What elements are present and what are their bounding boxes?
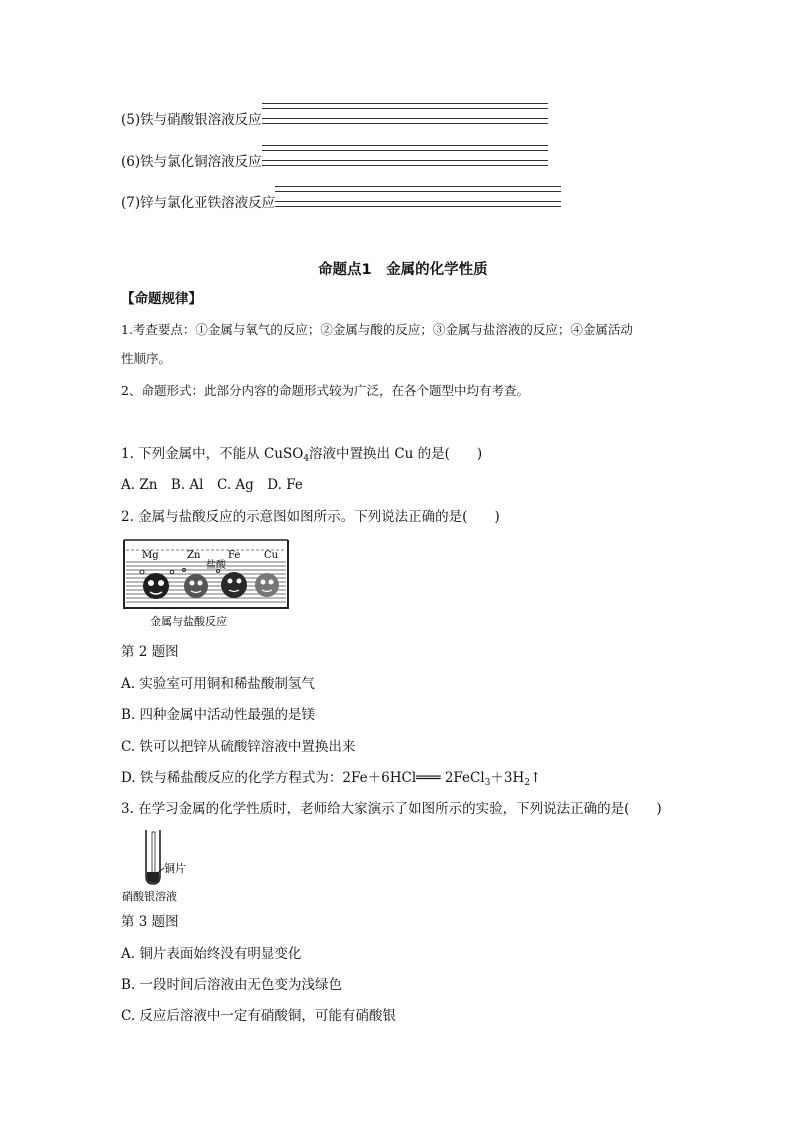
q1-stem-text-end: 溶液中置换出 Cu 的是( ) [309, 446, 483, 462]
equation-part: D. 铁与稀盐酸反应的化学方程式为：2Fe＋6HCl═══ 2FeCl [121, 770, 485, 786]
q3-option-c[interactable]: C. 反应后溶液中一定有硝酸铜，可能有硝酸银 [121, 1008, 396, 1024]
q2-stem: 2. 金属与盐酸反应的示意图如图所示。下列说法正确的是( ) [121, 509, 500, 525]
q3-figure [118, 828, 218, 904]
q3-stem: 3. 在学习金属的化学性质时，老师给大家演示了如图所示的实验，下列说法正确的是( ) [121, 801, 662, 817]
q2-option-b[interactable]: B. 四种金属中活动性最强的是镁 [121, 707, 316, 723]
reaction-row-7 [121, 182, 561, 212]
metal-label: Zn [187, 550, 201, 561]
equation-subscript: 2 [524, 778, 531, 788]
reaction-label: (5)铁与硝酸银溶液反应 [121, 112, 262, 128]
equation-part: ＋3H [490, 770, 525, 786]
q1-stem-text: 1. 下列金属中，不能从 CuSO [121, 446, 304, 462]
reaction-label: (7)锌与氯化亚铁溶液反应 [121, 195, 276, 211]
acid-label: 盐酸 [206, 560, 226, 571]
rule-heading: 【命题规律】 [121, 291, 202, 307]
answer-lines[interactable] [262, 99, 548, 129]
equation-subscript: 3 [484, 778, 491, 788]
rule-2: 2、命题形式：此部分内容的命题形式较为广泛，在各个题型中均有考查。 [121, 383, 529, 398]
solution-label: 硝酸银溶液 [122, 890, 177, 903]
q2-figure [122, 536, 292, 632]
q2-figure-label: 第 2 题图 [121, 644, 179, 660]
rule-1-line-1: 1.考查要点：①金属与氧气的反应；②金属与酸的反应；③金属与盐溶液的反应；④金属活动 [121, 322, 633, 337]
q2-option-a[interactable]: A. 实验室可用铜和稀盐酸制氢气 [121, 676, 315, 692]
gas-arrow: ↑ [530, 770, 542, 786]
answer-lines[interactable] [275, 182, 561, 212]
test-tube-illustration [118, 828, 218, 904]
q1-options[interactable]: A. Zn B. Al C. Ag D. Fe [121, 477, 303, 493]
copper-label: 铜片 [164, 862, 186, 875]
rule-1-line-2: 性顺序。 [121, 351, 172, 366]
figure-caption: 金属与盐酸反应 [150, 615, 227, 628]
reaction-row-6 [121, 141, 548, 171]
reaction-row-5 [121, 99, 548, 129]
q1-stem-subscript: 4 [303, 454, 310, 464]
metal-label: Fe [228, 550, 241, 561]
q3-option-b[interactable]: B. 一段时间后溶液由无色变为浅绿色 [121, 977, 343, 993]
metal-label: Cu [264, 550, 279, 561]
metal-label: Mg [142, 550, 159, 561]
reaction-label: (6)铁与氯化铜溶液反应 [121, 154, 262, 170]
q2-option-c[interactable]: C. 铁可以把锌从硫酸锌溶液中置换出来 [121, 739, 356, 755]
metal-balls [140, 569, 279, 600]
q3-figure-label: 第 3 题图 [121, 914, 179, 930]
section-title: 命题点1 金属的化学性质 [318, 262, 488, 278]
q1-stem [121, 445, 482, 468]
q3-option-a[interactable]: A. 铜片表面始终没有明显变化 [121, 946, 302, 962]
beaker-illustration [122, 536, 292, 632]
q2-option-d[interactable] [121, 769, 541, 792]
answer-lines[interactable] [262, 141, 548, 171]
